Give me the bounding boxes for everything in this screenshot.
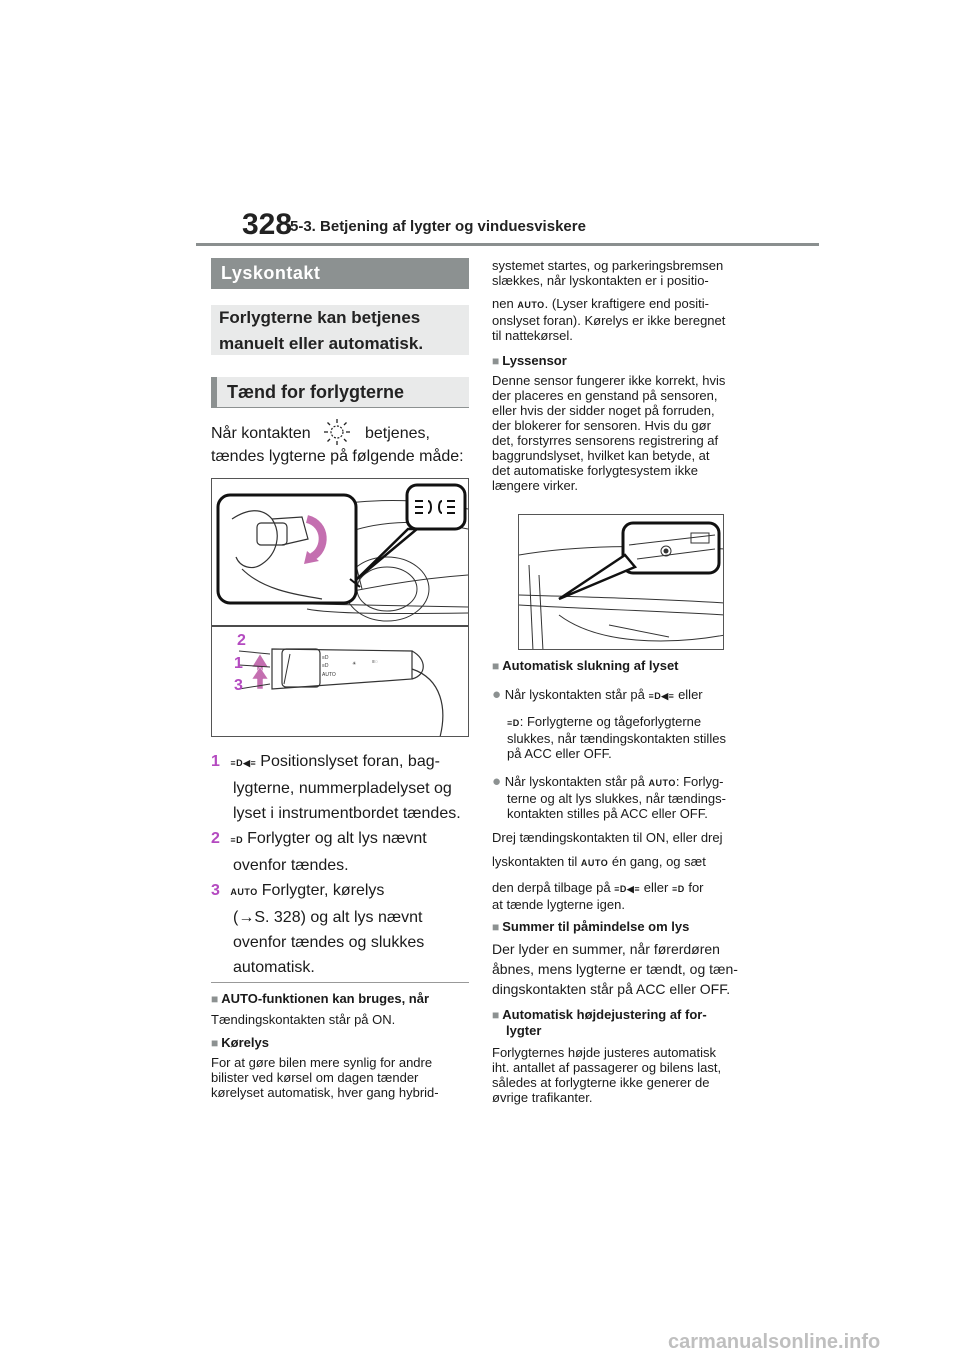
summer-text: Der lyder en summer, når førerdøren åbnes, mens lygterne er tændt, og tæn- dingskontakten står på ACC eller OFF.: [492, 941, 738, 997]
auto-function-heading: ■ AUTO-funktionen kan bruges, når: [211, 991, 430, 1006]
section-title: 5-3. Betjening af lygter og vinduesviskere: [290, 218, 586, 235]
figure-callout-3: 3: [234, 677, 243, 694]
korelys-heading: ■ Kørelys: [211, 1035, 269, 1050]
divider: [211, 982, 469, 983]
svg-text:☀: ☀: [352, 661, 357, 667]
item-text: Forlygter, kørelys: [261, 882, 385, 899]
svg-text:AUTO: AUTO: [322, 672, 336, 678]
item-text: (→S. 328) og alt lys nævnt: [233, 909, 423, 926]
header-rule: [196, 243, 819, 246]
auto-function-text: Tændingskontakten står på ON.: [211, 1012, 396, 1027]
auto-icon: AUTO: [517, 300, 545, 310]
korelys-continuation: systemet startes, og parkeringsbremsen slækkes, når lyskontakten er i positio- nen AUTO. (Lyser kraftigere end positi- onslyset foran). Kørelys er ikke beregnet til nattekørsel.: [492, 258, 726, 343]
position-lights-icon: ≡D◀≡: [648, 691, 675, 701]
light-switch-sun-icon: [322, 417, 352, 447]
list-item-1: [211, 749, 471, 826]
item-number: 1: [211, 753, 220, 770]
figure-callout-2: 2: [237, 632, 246, 649]
watermark: carmanualsonline.info: [668, 1331, 881, 1353]
headlight-icon: ≡D: [671, 884, 685, 894]
svg-text:≡D: ≡D: [322, 663, 329, 669]
item-text: lygterne, nummerpladelyset og: [233, 780, 452, 797]
heading-taend-forlygterne: Tænd for forlygterne: [211, 377, 469, 408]
square-bullet-icon: ■: [492, 354, 500, 368]
korelys-text: For at gøre bilen mere synlig for andre bilister ved kørsel om dagen tænder kørelyset automatisk, hver gang hybrid-: [211, 1055, 439, 1100]
lead-text-2: betjenes,: [365, 425, 430, 442]
intro-box: [211, 305, 469, 355]
round-bullet-icon: ●: [492, 686, 502, 703]
figure-callout-1: 1: [234, 655, 243, 672]
square-bullet-icon: ■: [492, 659, 500, 673]
item-text: automatisk.: [233, 959, 315, 976]
square-bullet-icon: ■: [492, 1008, 500, 1022]
square-bullet-icon: ■: [211, 1036, 219, 1050]
headlight-icon: ≡D: [230, 835, 244, 845]
section-bar-lyskontakt: Lyskontakt: [211, 258, 469, 289]
page-number: 328: [242, 208, 293, 241]
item-number: 3: [211, 882, 220, 899]
item-text: Forlygter og alt lys nævnt: [247, 830, 427, 847]
item-text: Positionslyset foran, bag-: [260, 753, 440, 770]
summer-heading: ■ Summer til påmindelse om lys: [492, 919, 690, 934]
position-lights-icon: ≡D◀≡: [614, 884, 641, 894]
item-number: 2: [211, 830, 220, 847]
square-bullet-icon: ■: [211, 992, 219, 1006]
lead-text-1: Når kontakten: [211, 425, 311, 442]
svg-text:≡D: ≡D: [322, 655, 329, 661]
autoslukning-heading: ■ Automatisk slukning af lyset: [492, 658, 679, 673]
bullet-item-2: ● Når lyskontakten står på AUTO: Forlyg- terne og alt lys slukkes, når tændings- kontakten stilles på ACC eller OFF.: [492, 773, 726, 821]
hojdejustering-heading: ■ Automatisk højdejustering af for- lygter: [492, 1007, 707, 1038]
light-sensor-illustration: [518, 514, 724, 650]
svg-text:≡◌: ≡◌: [372, 659, 378, 665]
item-text: ovenfor tændes.: [233, 857, 349, 874]
item-text: lyset i instrumentbordet tændes.: [233, 805, 461, 822]
item-text: ovenfor tændes og slukkes: [233, 934, 425, 951]
list-item-2: [211, 826, 471, 878]
list-item-3: [211, 878, 471, 980]
round-bullet-icon: ●: [492, 773, 502, 790]
bullet-item-1: ● Når lyskontakten står på ≡D◀≡ eller ≡D: Forlygterne og tågeforlygterne slukkes, når tændingskontakten stilles på ACC eller OFF.: [492, 686, 726, 761]
lead-text-3: tændes lygterne på følgende måde:: [211, 448, 464, 465]
headlight-icon: ≡D: [507, 718, 520, 728]
lead-line-1: [211, 421, 311, 446]
auto-icon: AUTO: [580, 858, 609, 868]
intro-text: Forlygterne kan betjenes manuelt eller automatisk.: [219, 308, 424, 353]
light-switch-illustration: [211, 478, 469, 737]
auto-icon: AUTO: [230, 887, 258, 897]
relight-instructions: Drej tændingskontakten til ON, eller drej lyskontakten til AUTO én gang, og sæt den derpå tilbage på ≡D◀≡ eller ≡D for at tænde lygterne igen.: [492, 830, 723, 912]
square-bullet-icon: ■: [492, 920, 500, 934]
position-lights-icon: ≡D◀≡: [230, 758, 257, 768]
lyssensor-heading: ■ Lyssensor: [492, 353, 567, 368]
auto-icon: AUTO: [648, 778, 676, 788]
lyssensor-text: Denne sensor fungerer ikke korrekt, hvis der placeres en genstand på sensoren, eller hvis der sidder noget på forruden, der blokerer for sensoren. Hvis du gør det, forstyrres sensorens registrering af baggrundslyset, hvilket kan betyde, at det automatiske forlygtesystem ikke længere virker.: [492, 373, 726, 493]
hojdejustering-text: Forlygternes højde justeres automatisk iht. antallet af passagerer og bilens last, således at forlygterne ikke generer de øvrige trafikanter.: [492, 1045, 722, 1105]
